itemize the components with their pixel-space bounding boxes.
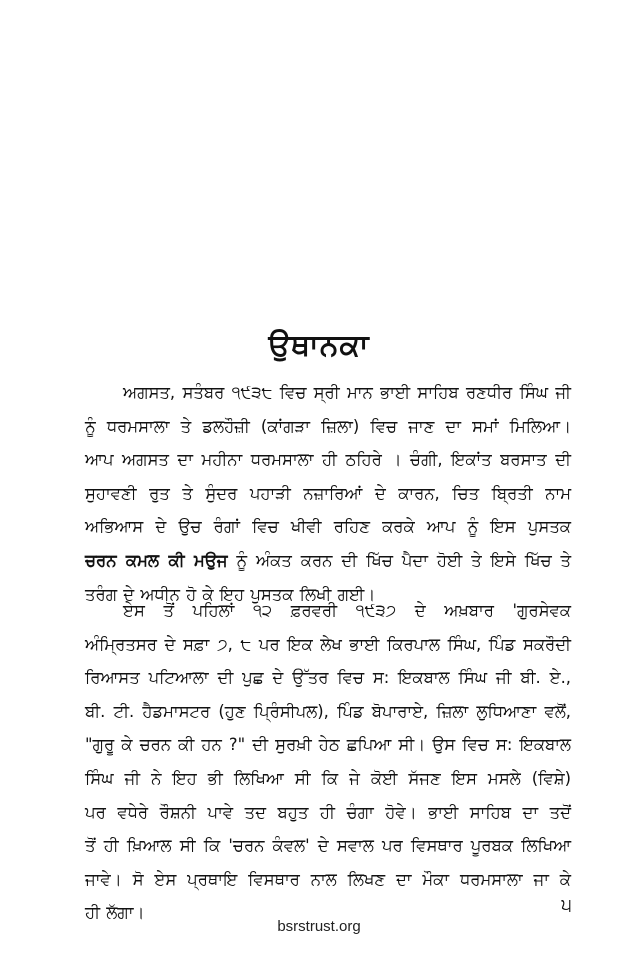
- paragraph-2-line: ਸਿੰਘ ਜੀ ਨੇ ਇਹ ਭੀ ਲਿਖਿਆ ਸੀ ਕਿ ਜੇ ਕੋਈ ਸੱਜਣ ਇਸ ਮਸਲੇ (ਵਿਸ਼ੇ): [85, 768, 571, 788]
- paragraph-1-line: ਅਗਸਤ, ਸਤੰਬਰ ੧੯੩੮ ਵਿਚ ਸ੍ਰੀ ਮਾਨ ਭਾਈ ਸਾਹਿਬ ਰਣਧੀਰ ਸਿੰਘ ਜੀ: [123, 383, 571, 402]
- footer-site-url: bsrstrust.org: [277, 918, 361, 935]
- paragraph-1: [85, 376, 571, 611]
- page-title: ਉਥਾਨਕਾ: [268, 328, 370, 363]
- paragraph-1-line: ਤਰੰਗ ਦੇ ਅਧੀਨ ਹੋ ਕੇ ਇਹ ਪੁਸਤਕ ਲਿਖੀ ਗਈ।: [85, 584, 376, 604]
- paragraph-2-line: "ਗੁਰੂ ਕੇ ਚਰਨ ਕੀ ਹਨ ?" ਦੀ ਸੁਰਖ਼ੀ ਹੇਠ ਛਪਿਆ ਸੀ। ਉਸ ਵਿਚ ਸ: ਇਕਬਾਲ: [85, 735, 571, 755]
- paragraph-1-line-rest: ਨੂੰ ਅੰਕਤ ਕਰਨ ਦੀ ਖਿੱਚ ਪੈਦਾ ਹੋਈ ਤੇ ਇਸੇ ਖਿੱਚ ਤੇ: [227, 550, 571, 570]
- paragraph-2-line: ਏਸ ਤੋਂ ਪਹਿਲਾਂ ੧੨ ਫ਼ਰਵਰੀ ੧੯੩੭ ਦੇ ਅਖ਼ਬਾਰ 'ਗੁਰਸੇਵਕ: [123, 601, 571, 620]
- paragraph-2-line: ਅੰਮ੍ਰਿਤਸਰ ਦੇ ਸਫ਼ਾ ੭, ੮ ਪਰ ਇਕ ਲੇਖ ਭਾਈ ਕਿਰਪਾਲ ਸਿੰਘ, ਪਿੰਡ ਸਕਰੌਦੀ: [85, 634, 571, 654]
- page-number: ੫: [561, 895, 572, 916]
- paragraph-1-line: ਸੁਹਾਵਣੀ ਰੁਤ ਤੇ ਸੁੰਦਰ ਪਹਾੜੀ ਨਜ਼ਾਰਿਆਂ ਦੇ ਕਾਰਨ, ਚਿਤ ਬ੍ਰਿਤੀ ਨਾਮ: [85, 483, 571, 503]
- paragraph-1-line: ਆਪ ਅਗਸਤ ਦਾ ਮਹੀਨਾ ਧਰਮਸਾਲਾ ਹੀ ਠਹਿਰੇ । ਚੰਗੀ, ਇਕਾਂਤ ਬਰਸਾਤ ਦੀ: [85, 450, 571, 470]
- paragraph-2-line: ਰਿਆਸਤ ਪਟਿਆਲਾ ਦੀ ਪੁਛ ਦੇ ਉੱਤਰ ਵਿਚ ਸ: ਇਕਬਾਲ ਸਿੰਘ ਜੀ ਬੀ. ਏ.,: [85, 668, 571, 688]
- paragraph-1-line: [85, 544, 571, 578]
- paragraph-2-line: ਜਾਵੇ। ਸੋ ਏਸ ਪ੍ਰਥਾਇ ਵਿਸਥਾਰ ਨਾਲ ਲਿਖਣ ਦਾ ਮੌਕਾ ਧਰਮਸਾਲਾ ਜਾ ਕੇ: [85, 869, 571, 889]
- book-title-bold: ਚਰਨ ਕਮਲ ਕੀ ਮਉਜ: [85, 550, 228, 570]
- paragraph-2-line: ਬੀ. ਟੀ. ਹੈਡਮਾਸਟਰ (ਹੁਣ ਪ੍ਰਿੰਸੀਪਲ), ਪਿੰਡ ਬੋਪਾਰਾਏ, ਜ਼ਿਲਾ ਲੁਧਿਆਣਾ ਵਲੋਂ,: [85, 701, 571, 721]
- paragraph-1-line: ਅਭਿਆਸ ਦੇ ਉਚ ਰੰਗਾਂ ਵਿਚ ਖੀਵੀ ਰਹਿਣ ਕਰਕੇ ਆਪ ਨੂੰ ਇਸ ਪੁਸਤਕ: [85, 517, 571, 537]
- paragraph-1-line: ਨੂੰ ਧਰਮਸਾਲਾ ਤੇ ਡਲਹੌਜ਼ੀ (ਕਾਂਗੜਾ ਜ਼ਿਲਾ) ਵਿਚ ਜਾਣ ਦਾ ਸਮਾਂ ਮਿਲਿਆ।: [85, 416, 571, 436]
- paragraph-2-line: ਤੋਂ ਹੀ ਖ਼ਿਆਲ ਸੀ ਕਿ 'ਚਰਨ ਕੰਵਲ' ਦੇ ਸਵਾਲ ਪਰ ਵਿਸਥਾਰ ਪੂਰਬਕ ਲਿਖਿਆ: [85, 836, 571, 856]
- paragraph-2-line: ਹੀ ਲੱਗਾ।: [85, 903, 145, 923]
- paragraph-2: [85, 594, 571, 930]
- paragraph-2-line: ਪਰ ਵਧੇਰੇ ਰੌਸ਼ਨੀ ਪਾਵੇ ਤਦ ਬਹੁਤ ਹੀ ਚੰਗਾ ਹੋਵੇ। ਭਾਈ ਸਾਹਿਬ ਦਾ ਤਦੋਂ: [85, 802, 571, 822]
